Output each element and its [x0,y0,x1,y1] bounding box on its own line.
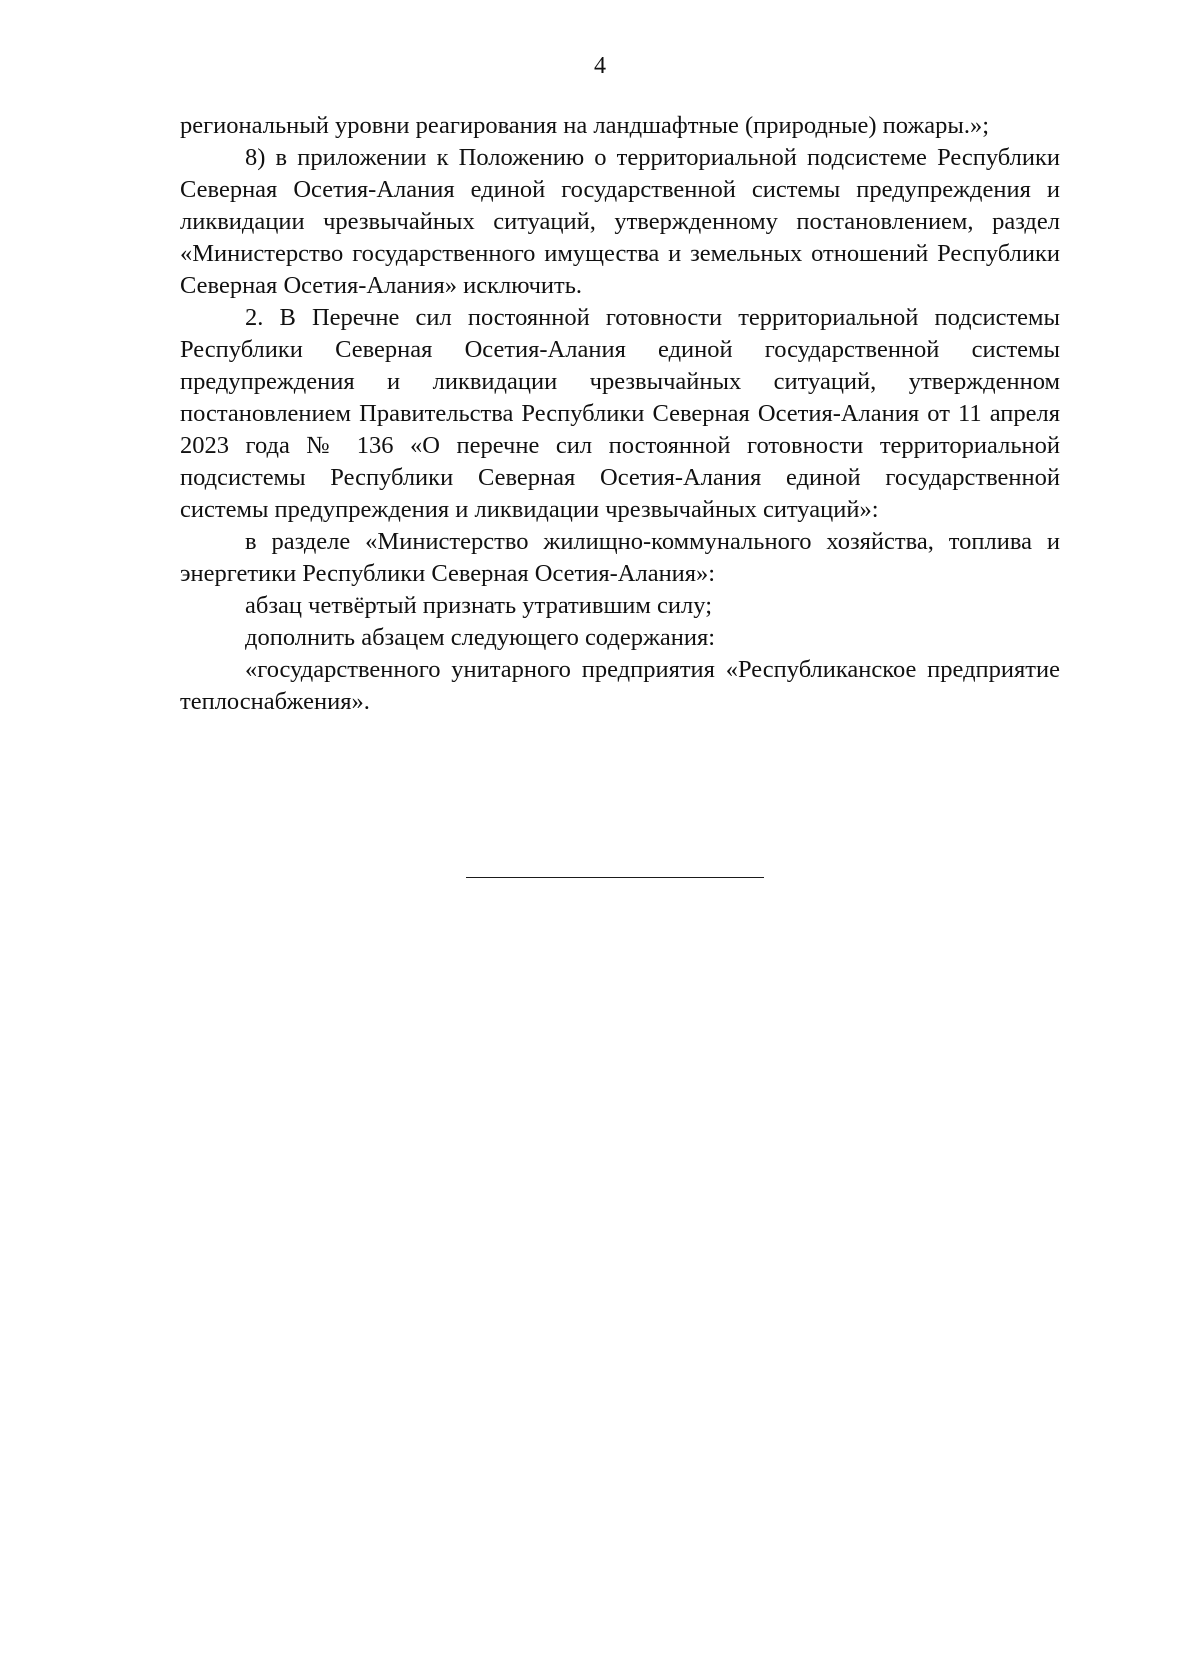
paragraph-item-8: 8) в приложении к Положению о территориальной подсистеме Республики Северная Осетия-Алания единой государственной системы предупреждения и ликвидации чрезвычайных ситуаций, утвержденному постановлением, раздел «Министерство государственного имущества и земельных отношений Республики Северная Осетия-Алания» исключить. [180,144,1060,299]
paragraph-section-2: 2. В Перечне сил постоянной готовности территориальной подсистемы Республики Северная Осетия-Алания единой государственной системы предупреждения и ликвидации чрезвычайных ситуаций, утвержденном постановлением Правительства Республики Северная Осетия-Алания от 11 апреля 2023 года № 136 «О перечне сил постоянной готовности территориальной подсистемы Республики Северная Осетия-Алания единой государственной системы предупреждения и ликвидации чрезвычайных ситуаций»: [180,304,1060,523]
paragraph-ministry-section: в разделе «Министерство жилищно-коммунального хозяйства, топлива и энергетики Республики Северная Осетия-Алания»: [180,528,1060,587]
document-body [180,110,1060,718]
closing-divider [466,877,764,878]
paragraph-repeal: абзац четвёртый признать утратившим силу; [245,592,712,619]
paragraph-supplement: дополнить абзацем следующего содержания: [245,624,716,651]
paragraph-continuation: региональный уровни реагирования на ландшафтные (природные) пожары.»; [180,112,990,139]
page-number: 4 [594,53,606,79]
paragraph-new-entry: «государственного унитарного предприятия «Республиканское предприятие теплоснабжения». [180,656,1060,715]
